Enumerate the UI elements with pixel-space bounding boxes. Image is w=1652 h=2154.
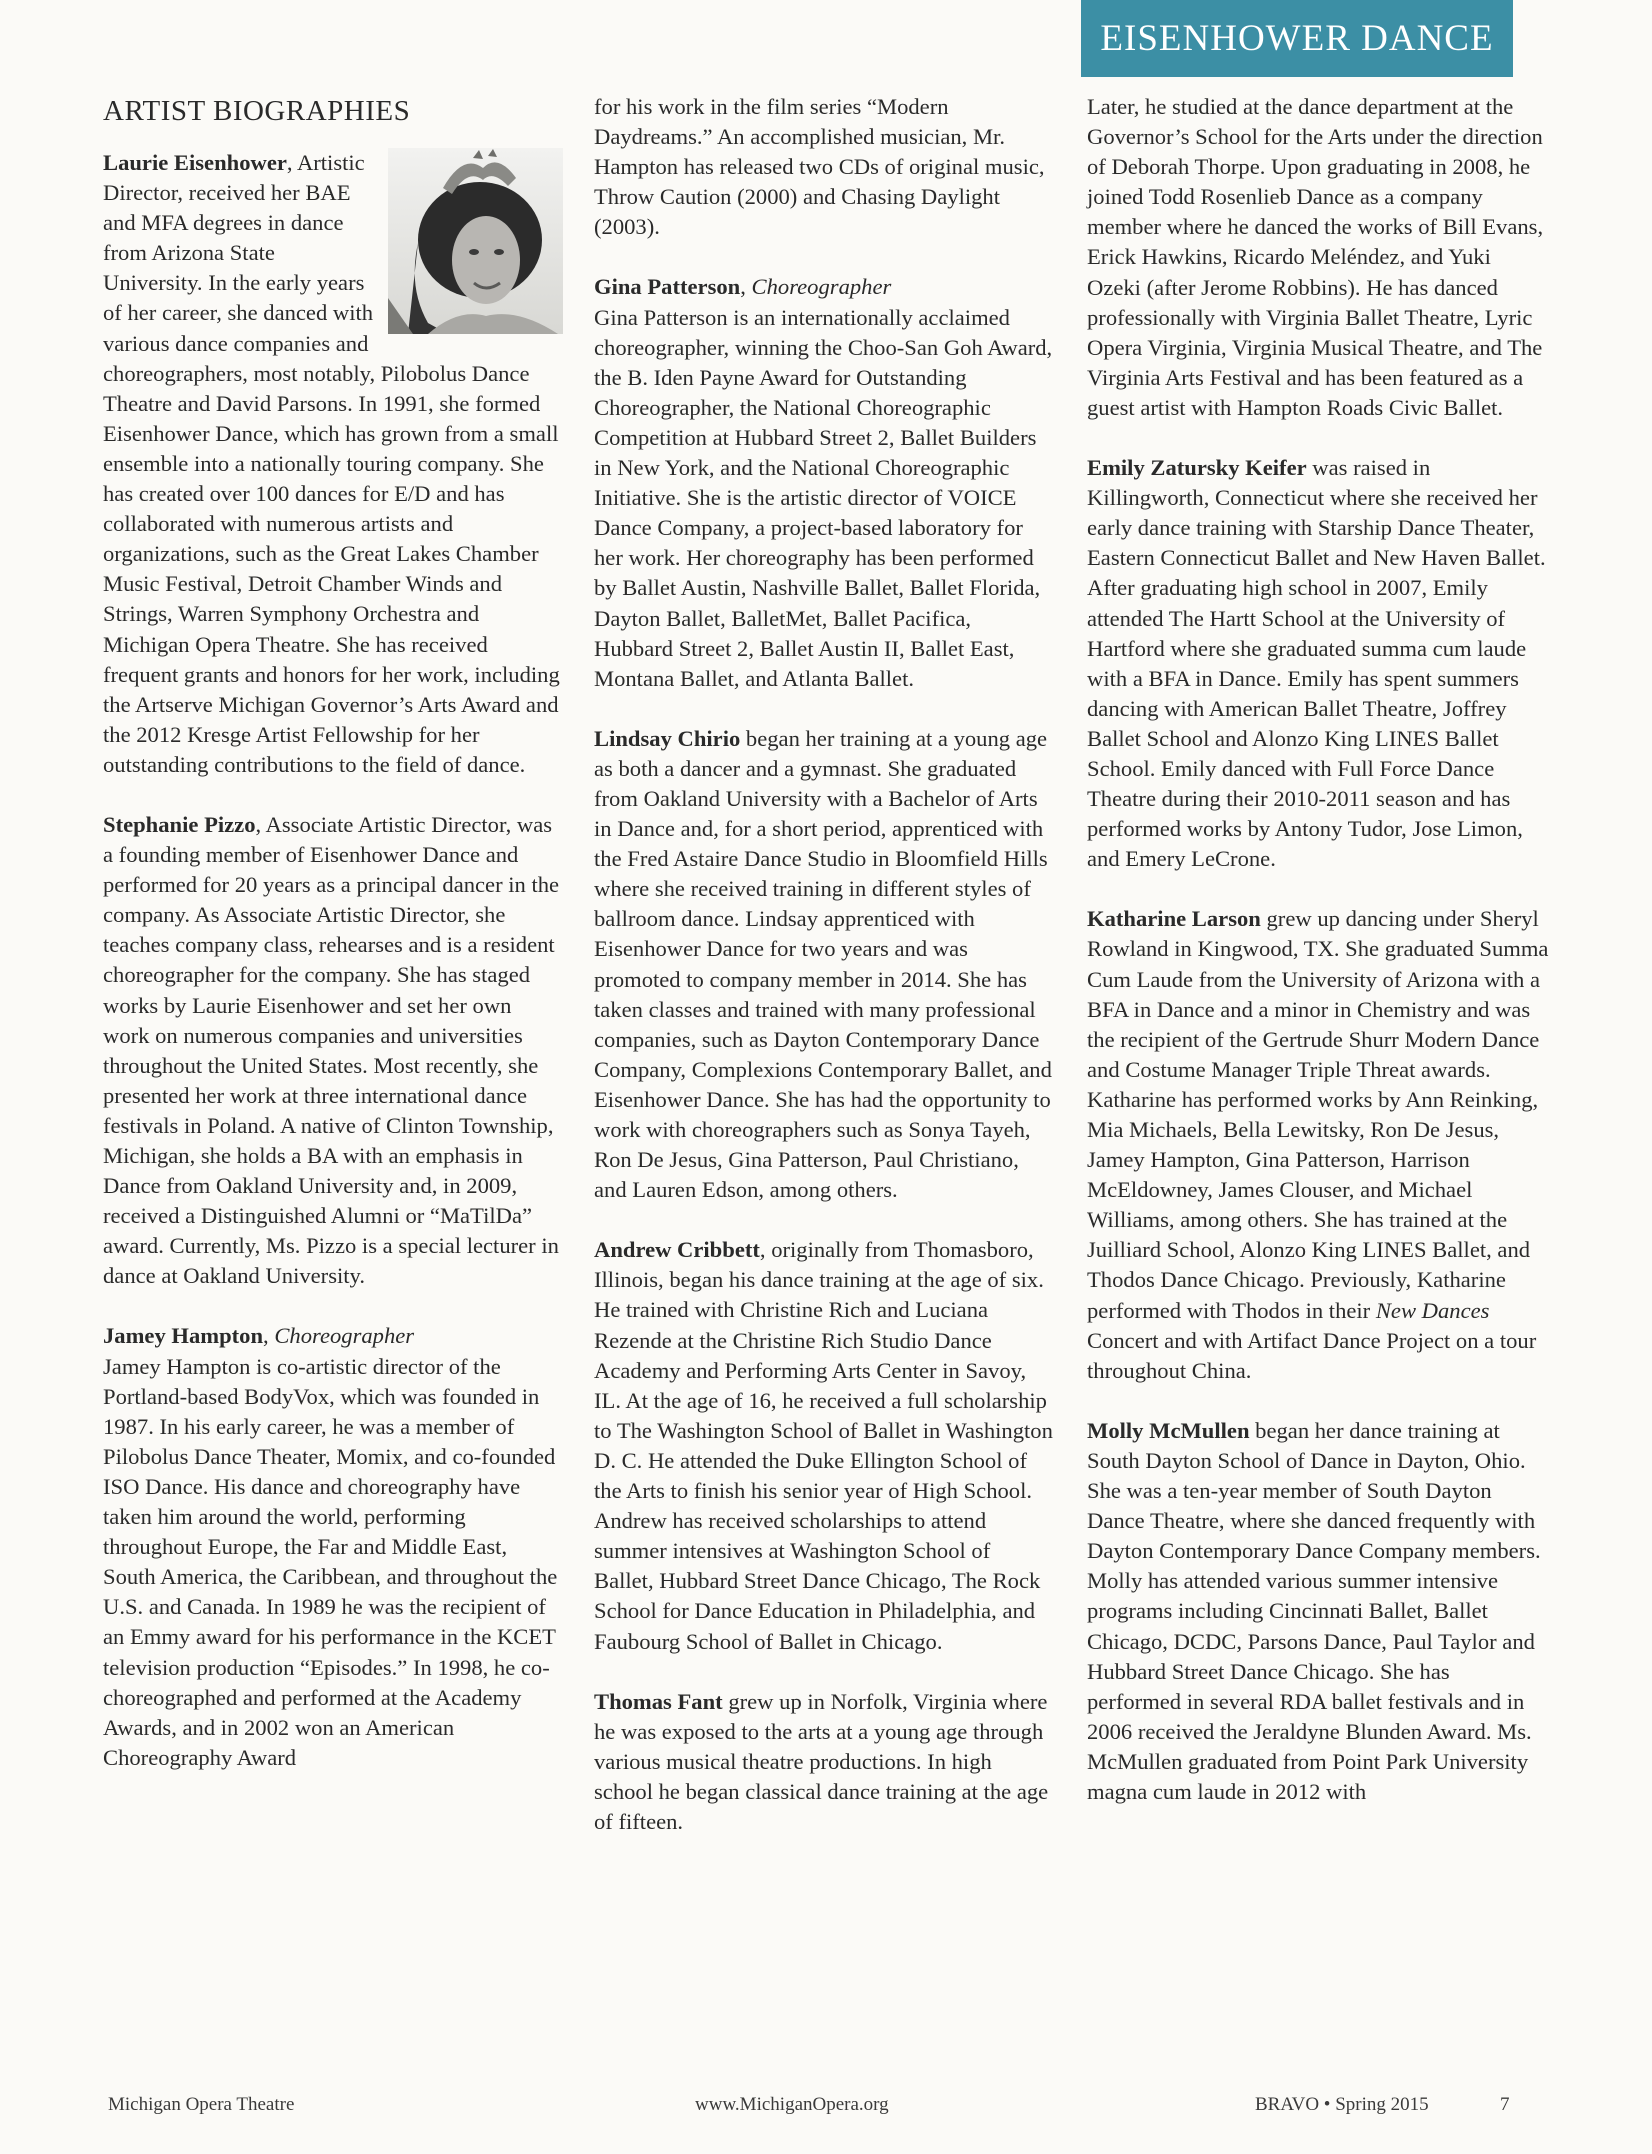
bio-text: began her training at a young age as both a dancer and a gymnast. She graduated from Oakland University with a Bachelor of Arts in Dance and, for a short period, apprenticed with the Fred Astaire Dance Studio in Bloomfield Hills where she received training in different styles of ballroom dance. Lindsay apprenticed with Eisenhower Dance for two years and was promoted to company member in 2014. She has taken classes and trained with many professional companies, such as Dayton Contemporary Dance Company, Complexions Contemporary Ballet, and Eisenhower Dance. She has had the opportunity to work with choreographers such as Sonya Tayeh, Ron De Jesus, Gina Patterson, Paul Christiano, and Lauren Edson, among others. — [594, 725, 1052, 1203]
bio-text: , originally from Thomasboro, Illinois, began his dance training at the age of six. He trained with Christine Rich and Luciana Rezende at the Christine Rich Studio Dance Academy and Performing Arts Center in Savoy, IL. At the age of 16, he received a full scholarship to The Washington School of Ballet in Washington D. C. He attended the Duke Ellington School of the Arts to finish his senior year of High School. Andrew has received scholarships to attend summer intensives at Washington School of Ballet, Hubbard Street Dance Chicago, The Rock School for Dance Education in Philadelphia, and Faubourg School of Ballet in Chicago. — [594, 1237, 1053, 1654]
portrait-image — [388, 148, 563, 334]
bio-text: , Artistic Director, received her BAE and MFA degrees in dance from Arizona State University. In the early years of her career, she danced with various dance companies and choreographers, most notably, Pilobolus Dance Theatre and David Parsons. In 1991, she formed Eisenhower Dance, which has grown from a small ensemble into a nationally touring company. She has created over 100 dances for E/D and has collaborated with numerous artists and organizations, such as the Great Lakes Chamber Music Festival, Detroit Chamber Winds and Strings, Warren Symphony Orchestra and Michigan Opera Theatre. She has received frequent grants and honors for her work, including the Artserve Michigan Governor’s Arts Award and the 2012 Kresge Artist Fellowship for her outstanding contributions to the field of dance. — [103, 150, 560, 777]
bio-name: Thomas Fant — [594, 1688, 723, 1714]
bio-name: Katharine Larson — [1087, 906, 1261, 932]
column-3 — [1087, 92, 1549, 1807]
bio-text: grew up in Norfolk, Virginia where he was exposed to the arts at a young age through various musical theatre productions. In high school he began classical dance training at the age of fifteen. — [594, 1688, 1049, 1834]
section-title: ARTIST BIOGRAPHIES — [103, 95, 411, 127]
bio-text: was raised in Killingworth, Connecticut where she received her early dance training with Starship Dance Theater, Eastern Connecticut Ballet and New Haven Ballet. After graduating high school in 2007, Emily attended The Hartt School at the University of Hartford where she graduated summa cum laude with a BFA in Dance. Emily has spent summers dancing with American Ballet Theatre, Joffrey Ballet School and Alonzo King LINES Ballet School. Emily danced with Full Force Dance Theatre during their 2010-2011 season and has performed works by Antony Tudor, Jose Limon, and Emery LeCrone. — [1087, 455, 1546, 872]
bio-jamey-hampton-cont — [594, 92, 1054, 242]
bio-italic-title: New Dances — [1375, 1297, 1490, 1323]
bio-name: Lindsay Chirio — [594, 725, 741, 751]
bio-text: for his work in the film series “Modern Daydreams.” An accomplished musician, Mr. Hampton has released two CDs of original music, Throw Caution (2000) and Chasing Daylight (2003). — [594, 94, 1045, 240]
bio-text: Later, he studied at the dance department at the Governor’s School for the Arts under the direction of Deborah Thorpe. Upon graduating in 2008, he joined Todd Rosenlieb Dance as a company member where he danced the works of Bill Evans, Erick Hawkins, Ricardo Meléndez, and Yuki Ozeki (after Jerome Robbins). He has danced professionally with Virginia Ballet Theatre, Lyric Opera Virginia, Virginia Musical Theatre, and The Virginia Arts Festival and has been featured as a guest artist with Hampton Roads Civic Ballet. — [1087, 94, 1544, 420]
bio-name: Emily Zatursky Keifer — [1087, 455, 1307, 481]
bio-role: Choreographer — [751, 274, 892, 300]
column-2 — [594, 92, 1054, 1837]
section-banner: EISENHOWER DANCE — [1081, 0, 1513, 77]
bio-name: Jamey Hampton — [103, 1323, 264, 1349]
bio-text: began her dance training at South Dayton School of Dance in Dayton, Ohio. She was a ten-year member of South Dayton Dance Theatre, where she danced frequently with Dayton Contemporary Dance Company members. Molly has attended various summer intensive programs including Cincinnati Ballet, Ballet Chicago, DCDC, Parsons Dance, Paul Taylor and Hubbard Street Dance Chicago. She has performed in several RDA ballet festivals and in 2006 received the Jeraldyne Blunden Award. Ms. McMullen graduated from Point Park University magna cum laude in 2012 with — [1087, 1417, 1541, 1804]
bio-lindsay-chirio — [594, 724, 1054, 1206]
bio-text: , Associate Artistic Director, was a founding member of Eisenhower Dance and performed for 20 years as a principal dancer in the company. As Associate Artistic Director, she teaches company class, rehearses and is a resident choreographer for the company. She has staged works by Laurie Eisenhower and set her own work on numerous companies and universities throughout the United States. Most recently, she presented her work at three international dance festivals in Poland. A native of Clinton Township, Michigan, she holds a BA with an emphasis in Dance from Oakland University and, in 2009, received a Distinguished Alumni or “MaTilDa” award. Currently, Ms. Pizzo is a special lecturer in dance at Oakland University. — [103, 811, 560, 1289]
column-1 — [103, 92, 563, 1773]
bio-text: Jamey Hampton is co-artistic director of the Portland-based BodyVox, which was founded in 1987. In his early career, he was a member of Pilobolus Dance Theater, Momix, and co-founded ISO Dance. His dance and choreography have taken him around the world, performing throughout Europe, the Far and Middle East, South America, the Caribbean, and throughout the U.S. and Canada. In 1989 he was the recipient of an Emmy award for his performance in the KCET television production “Episodes.” In 1998, he co-choreographed and performed at the Academy Awards, and in 2002 won an American Choreography Award — [103, 1353, 558, 1770]
bio-text: Gina Patterson is an internationally acclaimed choreographer, winning the Choo-San Goh Award, the B. Iden Payne Award for Outstanding Choreographer, the National Choreographic Competition at Hubbard Street 2, Ballet Builders in New York, and the National Choreographic Initiative. She is the artistic director of VOICE Dance Company, a project-based laboratory for her work. Her choreography has been performed by Ballet Austin, Nashville Ballet, Ballet Florida, Dayton Ballet, BalletMet, Ballet Pacifica, Hubbard Street 2, Ballet Austin II, Ballet East, Montana Ballet, and Atlanta Ballet. — [594, 304, 1053, 691]
bio-name: Molly McMullen — [1087, 1417, 1250, 1443]
bio-name: Andrew Cribbett — [594, 1237, 760, 1263]
page-number: 7 — [1500, 2094, 1510, 2115]
bio-emily-keifer — [1087, 453, 1549, 874]
bio-jamey-hampton-start: Jamey Hampton, Choreographer Jamey Hampton is co-artistic director of the Portland-based BodyVox, which was founded in 1987. In his early career, he was a member of Pilobolus Dance Theater, Momix, and co-founded ISO Dance. His dance and choreography have taken him around the world, performing throughout Europe, the Far and Middle East, South America, the Caribbean, and throughout the U.S. and Canada. In 1989 he was the recipient of an Emmy award for his performance in the KCET television production “Episodes.” In 1998, he co-choreographed and performed at the Academy Awards, and in 2002 won an American Choreography Award — [103, 1323, 558, 1770]
bio-molly-mcmullen — [1087, 1416, 1549, 1807]
bio-name: Laurie Eisenhower — [103, 150, 287, 175]
bio-laurie-eisenhower — [103, 148, 563, 780]
bio-stephanie-pizzo — [103, 810, 563, 1292]
bio-role: Choreographer — [274, 1323, 415, 1349]
footer-publisher: Michigan Opera Theatre — [108, 2094, 295, 2115]
bio-text: Concert and with Artifact Dance Project on a tour throughout China. — [1087, 1327, 1537, 1383]
portrait-photo — [388, 148, 563, 334]
bio-katharine-larson — [1087, 904, 1549, 1386]
bio-thomas-fant-start — [594, 1687, 1054, 1837]
bio-thomas-fant-cont — [1087, 92, 1549, 423]
bio-name: Gina Patterson — [594, 274, 741, 300]
footer-website: www.MichiganOpera.org — [695, 2094, 889, 2115]
bio-text: grew up dancing under Sheryl Rowland in Kingwood, TX. She graduated Summa Cum Laude from the University of Arizona with a BFA in Dance and a minor in Chemistry and was the recipient of the Gertrude Shurr Modern Dance and Costume Manager Triple Threat awards. Katharine has performed works by Ann Reinking, Mia Michaels, Bella Lewitsky, Ron De Jesus, Jamey Hampton, Gina Patterson, Harrison McEldowney, James Clouser, and Michael Williams, among others. She has trained at the Juilliard School, Alonzo King LINES Ballet, and Thodos Dance Chicago. Previously, Katharine performed with Thodos in their — [1087, 906, 1549, 1323]
bio-gina-patterson: Gina Patterson, Choreographer Gina Patterson is an internationally acclaimed choreographer, winning the Choo-San Goh Award, the B. Iden Payne Award for Outstanding Choreographer, the National Choreographic Competition at Hubbard Street 2, Ballet Builders in New York, and the National Choreographic Initiative. She is the artistic director of VOICE Dance Company, a project-based laboratory for her work. Her choreography has been performed by Ballet Austin, Nashville Ballet, Ballet Florida, Dayton Ballet, BalletMet, Ballet Pacifica, Hubbard Street 2, Ballet Austin II, Ballet East, Montana Ballet, and Atlanta Ballet. — [594, 274, 1053, 691]
bio-andrew-cribbett — [594, 1235, 1054, 1656]
bio-name: Stephanie Pizzo — [103, 811, 256, 837]
footer-issue: BRAVO • Spring 2015 — [1255, 2094, 1429, 2115]
